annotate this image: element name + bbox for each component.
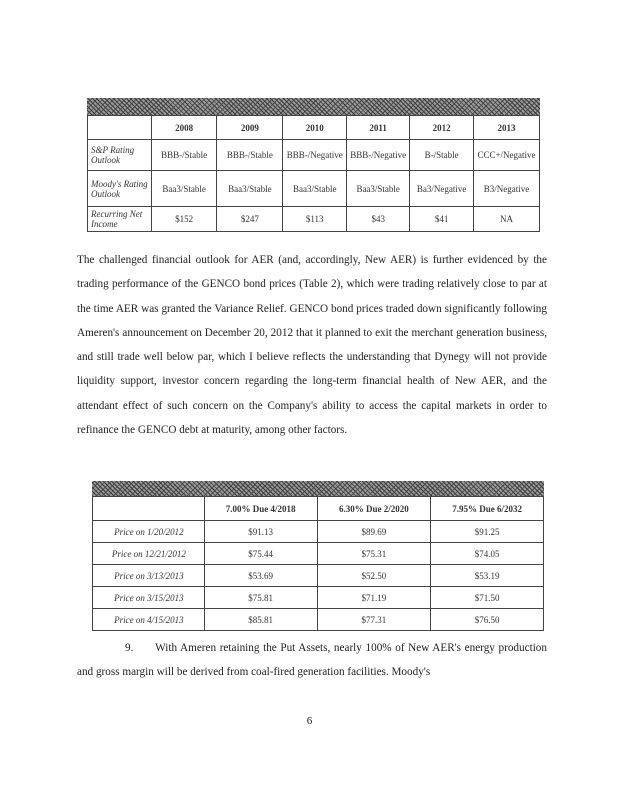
table-cell: $76.50 (431, 609, 544, 631)
table-cell: B-/Stable (410, 140, 474, 171)
table-cell: $52.50 (317, 565, 431, 587)
table1-corner-cell (88, 116, 152, 140)
paragraph-text: The challenged financial outlook for AER (and, accordingly, New AER) is further evidenced by the trading performance of the GENCO bond prices (Table 2), which were trading relatively close to par at the time AER was granted the Variance Relief. GENCO bond prices traded down significantly following Ameren's announcement on December 20, 2012 that it planned to exit the merchant generation business, and still trade well below par, which I believe reflects the understanding that Dynegy will not provide liquidity support, investor concern regarding the long-term financial health of New AER, and the attendant effect of such concern on the Company's ability to access the capital markets in order to refinance the GENCO debt at maturity, among other factors. (77, 254, 547, 437)
bond-price-table (92, 496, 544, 631)
bond-header: 7.95% Due 6/2032 (431, 497, 544, 521)
table-cell: $53.19 (431, 565, 544, 587)
table-cell: BBB-/Stable (217, 140, 283, 171)
page-number: 6 (306, 715, 313, 727)
table-row (93, 587, 544, 609)
table-row (88, 207, 540, 232)
table-cell: $71.19 (317, 587, 431, 609)
table2-corner-cell (93, 497, 205, 521)
year-header: 2012 (410, 116, 474, 140)
table-cell: NA (474, 207, 540, 232)
table2-header-band (92, 481, 544, 496)
table-cell: $247 (217, 207, 283, 232)
credit-rating-table (87, 115, 540, 232)
table-cell: $41 (410, 207, 474, 232)
table-cell: $91.13 (204, 521, 317, 543)
table-cell: BBB-/Stable (151, 140, 217, 171)
table-cell: $75.44 (204, 543, 317, 565)
row-label: S&P Rating Outlook (88, 140, 152, 171)
table-row (93, 543, 544, 565)
table-cell: $74.05 (431, 543, 544, 565)
table-row (88, 171, 540, 207)
table1-year-row (88, 116, 540, 140)
row-label: Moody's Rating Outlook (88, 171, 152, 207)
table-cell: Ba3/Negative (410, 171, 474, 207)
table-cell: Baa3/Stable (283, 171, 347, 207)
row-label: Price on 3/13/2013 (93, 565, 205, 587)
year-header: 2013 (474, 116, 540, 140)
table-cell: $71.50 (431, 587, 544, 609)
table1-header-band (87, 98, 540, 115)
table-row (88, 140, 540, 171)
year-header: 2010 (283, 116, 347, 140)
year-header: 2008 (151, 116, 217, 140)
table-cell: $75.31 (317, 543, 431, 565)
table-cell: B3/Negative (474, 171, 540, 207)
table-cell: $152 (151, 207, 217, 232)
table-cell: $43 (347, 207, 410, 232)
table-cell: Baa3/Stable (347, 171, 410, 207)
table-cell: Baa3/Stable (151, 171, 217, 207)
paragraph-text: 9. With Ameren retaining the Put Assets, nearly 100% of New AER's energy production and gross margin will be derived from coal-fired generation facilities. Moody's (77, 642, 547, 679)
row-label: Recurring Net Income (88, 207, 152, 232)
table-cell: $85.81 (204, 609, 317, 631)
row-label: Price on 1/20/2012 (93, 521, 205, 543)
table-row (93, 609, 544, 631)
table-cell: $89.69 (317, 521, 431, 543)
table-cell: BBB-/Negative (347, 140, 410, 171)
table-cell: $77.31 (317, 609, 431, 631)
table2-header-row (93, 497, 544, 521)
table-cell: $53.69 (204, 565, 317, 587)
row-label: Price on 12/21/2012 (93, 543, 205, 565)
body-paragraph (77, 248, 547, 442)
row-label: Price on 4/15/2013 (93, 609, 205, 631)
year-header: 2009 (217, 116, 283, 140)
body-paragraph (77, 636, 547, 685)
table-cell: CCC+/Negative (474, 140, 540, 171)
table-row (93, 565, 544, 587)
bond-header: 6.30% Due 2/2020 (317, 497, 431, 521)
table-cell: $113 (283, 207, 347, 232)
table-cell: $75.81 (204, 587, 317, 609)
table-cell: Baa3/Stable (217, 171, 283, 207)
row-label: Price on 3/15/2013 (93, 587, 205, 609)
table-cell: BBB-/Negative (283, 140, 347, 171)
bond-header: 7.00% Due 4/2018 (204, 497, 317, 521)
table-row (93, 521, 544, 543)
table-cell: $91.25 (431, 521, 544, 543)
year-header: 2011 (347, 116, 410, 140)
